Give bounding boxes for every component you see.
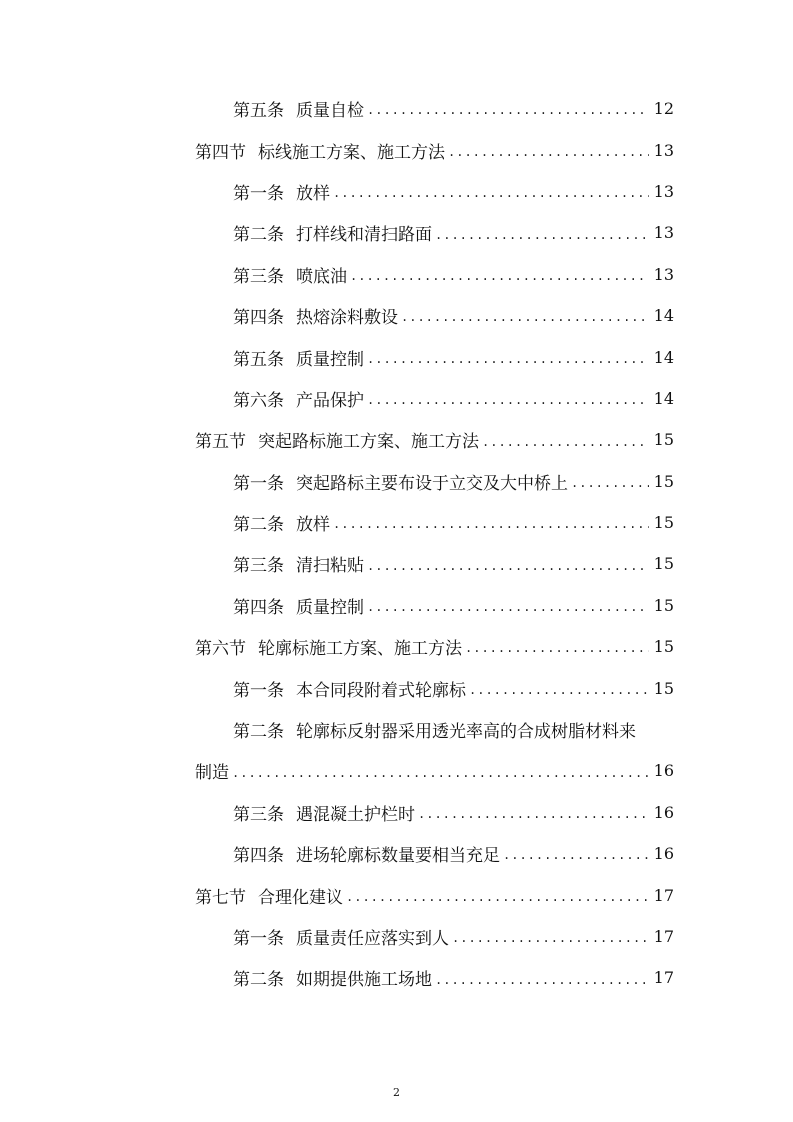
toc-entry-number: 第二条: [233, 515, 284, 536]
toc-entry-title: 质量责任应落实到人: [296, 929, 449, 949]
toc-leader-dots: [367, 352, 649, 378]
toc-entry-number: 第一条: [233, 929, 284, 949]
toc-entry-title: 遇混凝土护栏时: [296, 804, 415, 825]
toc-leader-dots: [367, 600, 649, 626]
toc-entry[interactable]: [0, 461, 793, 502]
toc-entry-page: 12: [653, 99, 674, 119]
toc-leader-dots: [482, 435, 649, 461]
toc-entry[interactable]: [0, 833, 793, 874]
toc-entry-number: 第七节: [195, 887, 246, 908]
toc-entry-title: 质量控制: [296, 349, 364, 370]
toc-entry[interactable]: [0, 585, 793, 626]
toc-entry[interactable]: [0, 378, 793, 419]
toc-entry-page: 16: [653, 802, 674, 822]
toc-entry-number: 第二条: [233, 225, 284, 246]
toc-entry-number: 第四节: [195, 142, 246, 163]
toc-leader-dots: [435, 228, 649, 254]
toc-entry-number: 第二条: [233, 722, 284, 743]
toc-entry[interactable]: [0, 957, 793, 998]
toc-entry-page: 15: [653, 554, 674, 574]
toc-entry-number: 第三条: [233, 804, 284, 825]
toc-entry[interactable]: [0, 295, 793, 336]
toc-entry-number: 第三条: [233, 556, 284, 577]
toc-entry[interactable]: [0, 543, 793, 584]
toc-entry[interactable]: [0, 88, 793, 129]
toc-leader-dots: [232, 766, 649, 792]
toc-entry-number: 第一条: [233, 680, 284, 701]
toc-entry-number: 第一条: [233, 183, 284, 204]
toc-entry-wrapped-first-line[interactable]: [0, 709, 793, 750]
toc-leader-dots: [367, 393, 649, 419]
toc-entry-title: 进场轮廓标数量要相当充足: [296, 846, 500, 867]
toc-entry-page: 15: [653, 430, 674, 450]
toc-entry-page: 15: [653, 637, 674, 657]
toc-entry-title: 打样线和清扫路面: [296, 225, 432, 246]
toc-entry-title: 突起路标主要布设于立交及大中桥上: [296, 473, 568, 494]
toc-entry-page: 14: [653, 347, 674, 367]
toc-entry-wrapped-second-line[interactable]: [0, 750, 793, 791]
toc-entry-page: 15: [653, 513, 674, 533]
toc-entry-number: 第六节: [195, 639, 246, 660]
toc-entry-title: 轮廓标施工方案、施工方法: [258, 639, 462, 660]
toc-entry-number: 第四条: [233, 308, 284, 329]
toc-leader-dots: [350, 269, 649, 295]
toc-leader-dots: [333, 186, 649, 212]
toc-leader-dots: [346, 890, 649, 916]
toc-entry-title: 质量控制: [296, 597, 364, 618]
toc-entry[interactable]: [0, 792, 793, 833]
toc-entry-number: 第五节: [195, 432, 246, 453]
toc-entry-title: 放样: [296, 183, 330, 204]
toc-entry-page: 13: [653, 223, 674, 243]
toc-entry[interactable]: [0, 667, 793, 708]
toc-entry-number: 第五条: [233, 349, 284, 370]
toc-entry-page: 15: [653, 595, 674, 615]
toc-leader-dots: [367, 559, 649, 585]
toc-entry-title: 轮廓标反射器采用透光率高的合成树脂材料来: [296, 722, 636, 743]
toc-entry-title: 产品保护: [296, 390, 364, 411]
toc-entry-continuation: 制造: [195, 763, 229, 784]
toc-leader-dots: [435, 973, 649, 999]
toc-entry-number: 第四条: [233, 597, 284, 618]
toc-entry[interactable]: [0, 212, 793, 253]
toc-entry-title: 突起路标施工方案、施工方法: [258, 432, 479, 453]
page-number: 2: [393, 1086, 400, 1099]
toc-entry-title: 清扫粘贴: [296, 556, 364, 577]
toc-entry-page: 14: [653, 306, 674, 326]
toc-entry-page: 15: [653, 678, 674, 698]
toc-entry-page: 17: [653, 927, 674, 946]
toc-entry-number: 第一条: [233, 473, 284, 494]
toc-entry-page: 13: [653, 181, 674, 201]
toc-leader-dots: [448, 145, 649, 171]
toc-leader-dots: [418, 807, 649, 833]
toc-leader-dots: [503, 848, 649, 874]
toc-leader-dots: [367, 103, 649, 129]
toc-leader-dots: [469, 683, 649, 709]
toc-entry-number: 第六条: [233, 390, 284, 411]
toc-section-entry[interactable]: [0, 419, 793, 460]
toc-entry[interactable]: [0, 502, 793, 543]
toc-entry-title: 如期提供施工场地: [296, 970, 432, 991]
toc-entry-page: 15: [653, 471, 674, 491]
toc-entry[interactable]: [0, 336, 793, 377]
toc-entry-number: 第三条: [233, 266, 284, 287]
toc-entry-page: 17: [653, 968, 674, 988]
toc-leader-dots: [333, 517, 649, 543]
toc-leader-dots: [452, 931, 649, 957]
toc-entry-page: 16: [653, 761, 674, 781]
toc-entry-title: 标线施工方案、施工方法: [258, 142, 445, 163]
toc-entry-number: 第五条: [233, 101, 284, 122]
toc-entry[interactable]: [0, 916, 793, 957]
toc-entry-title: 本合同段附着式轮廓标: [296, 680, 466, 701]
toc-section-entry[interactable]: [0, 874, 793, 915]
table-of-contents: [0, 88, 793, 999]
toc-leader-dots: [571, 476, 649, 502]
toc-section-entry[interactable]: [0, 129, 793, 170]
toc-entry[interactable]: [0, 171, 793, 212]
toc-entry[interactable]: [0, 254, 793, 295]
toc-entry-page: 13: [653, 264, 674, 284]
toc-leader-dots: [465, 641, 649, 667]
toc-entry-page: 17: [653, 885, 674, 905]
toc-entry-page: 16: [653, 844, 674, 864]
toc-entry-number: 第二条: [233, 970, 284, 991]
toc-section-entry[interactable]: [0, 626, 793, 667]
toc-entry-title: 合理化建议: [258, 887, 343, 908]
toc-entry-title: 质量自检: [296, 101, 364, 122]
toc-leader-dots: [401, 310, 649, 336]
toc-entry-page: 13: [653, 140, 674, 160]
toc-entry-title: 热熔涂料敷设: [296, 308, 398, 329]
toc-entry-page: 14: [653, 388, 674, 408]
toc-entry-title: 喷底油: [296, 266, 347, 287]
toc-entry-number: 第四条: [233, 846, 284, 867]
toc-entry-title: 放样: [296, 515, 330, 536]
